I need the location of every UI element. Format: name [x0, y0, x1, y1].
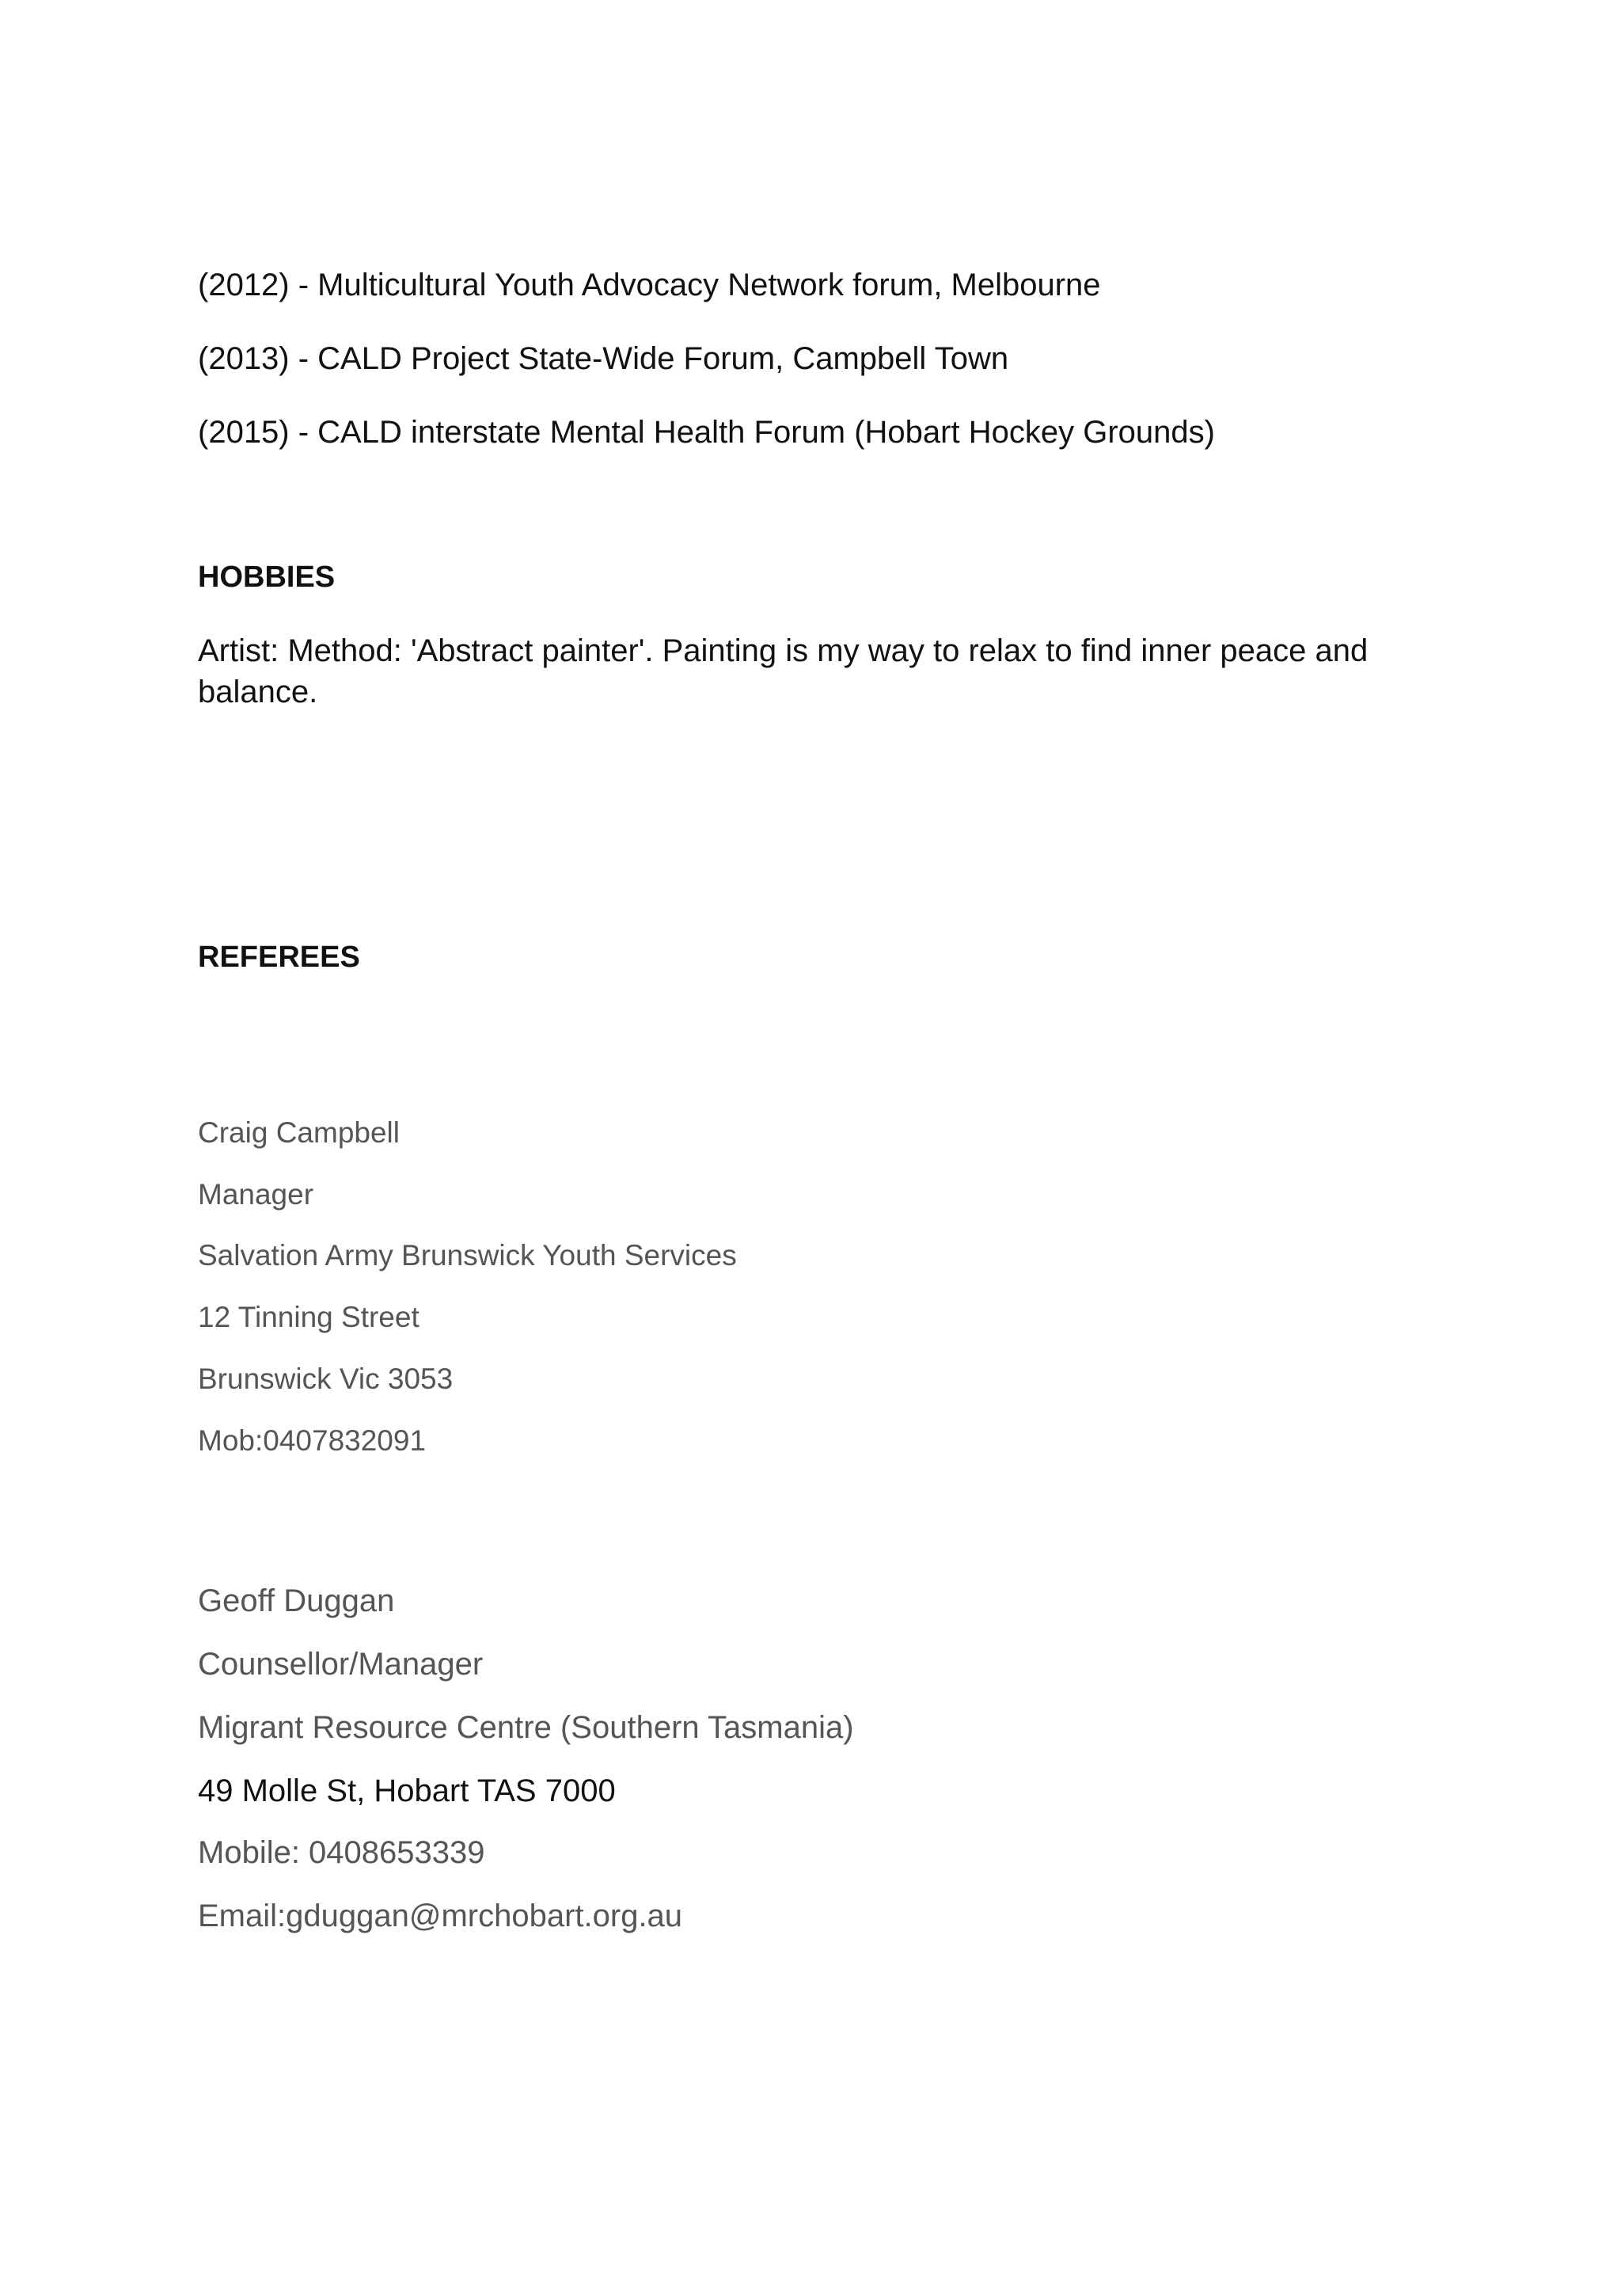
- hobbies-text: Artist: Method: 'Abstract painter'. Painting is my way to relax to find inner peace and balance.: [198, 633, 1369, 709]
- referee-2-address: 49 Molle St, Hobart TAS 7000: [198, 1773, 616, 1808]
- forum-2015: (2015) - CALD interstate Mental Health Forum (Hobart Hockey Grounds): [198, 415, 1215, 450]
- referee-2-mobile: Mobile: 0408653339: [198, 1835, 485, 1870]
- referee-2-email: Email:gduggan@mrchobart.org.au: [198, 1899, 683, 1933]
- referee-1-title: Manager: [198, 1178, 314, 1211]
- referee-2-organisation: Migrant Resource Centre (Southern Tasmania): [198, 1710, 854, 1745]
- referee-1-organisation: Salvation Army Brunswick Youth Services: [198, 1239, 737, 1272]
- referee-1-mobile: Mob:0407832091: [198, 1424, 427, 1457]
- referee-1-street: 12 Tinning Street: [198, 1301, 419, 1333]
- forum-2012: (2012) - Multicultural Youth Advocacy Network forum, Melbourne: [198, 268, 1101, 302]
- referee-1-suburb: Brunswick Vic 3053: [198, 1363, 454, 1395]
- referee-2-title: Counsellor/Manager: [198, 1647, 484, 1682]
- referee-2-name: Geoff Duggan: [198, 1583, 395, 1618]
- referees-heading: REFEREES: [198, 941, 360, 974]
- referee-1-name: Craig Campbell: [198, 1116, 400, 1149]
- forum-2013: (2013) - CALD Project State-Wide Forum, Campbell Town: [198, 341, 1009, 376]
- hobbies-heading: HOBBIES: [198, 561, 336, 594]
